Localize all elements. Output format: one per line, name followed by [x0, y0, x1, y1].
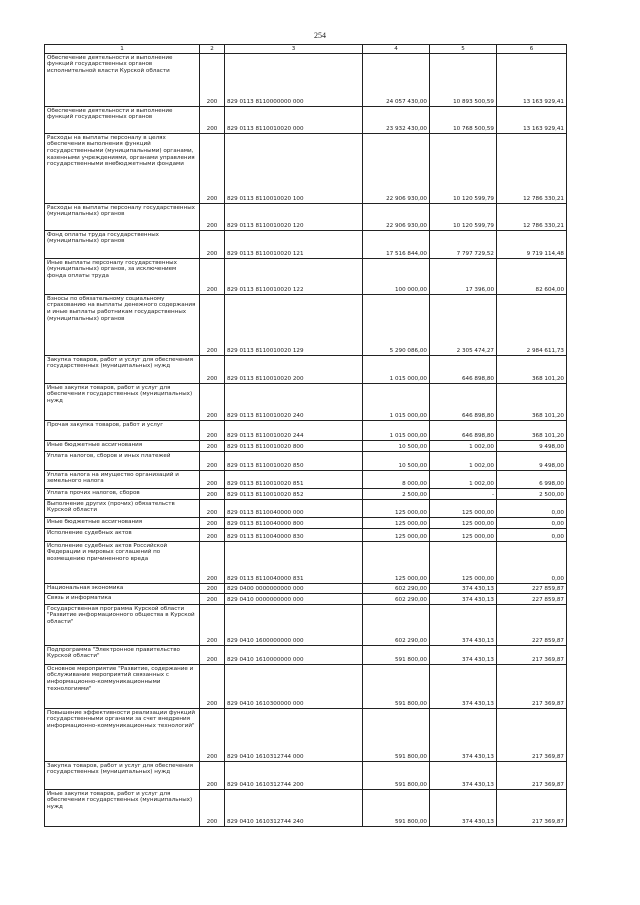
row-executed-amount-cell: 1 002,00 [430, 441, 497, 452]
table-row [45, 259, 567, 295]
table-row [45, 452, 567, 471]
table-row [45, 204, 567, 231]
row-name-cell: Подпрограмма "Электронное правительство Курской области" [45, 646, 200, 665]
row-remaining-amount-cell: 227 859,87 [497, 594, 567, 605]
table-row [45, 54, 567, 107]
table-row [45, 107, 567, 134]
row-code-cell: 200 [200, 295, 225, 356]
table-row [45, 762, 567, 790]
header-col-5: 5 [430, 45, 497, 54]
row-code-cell: 200 [200, 471, 225, 489]
row-classification-cell: 829 0113 8110040000 000 [225, 500, 363, 518]
row-remaining-amount-cell: 12 786 330,21 [497, 134, 567, 204]
row-name-cell: Иные закупки товаров, работ и услуг для обеспечения государственных (муниципальных) нужд [45, 384, 200, 421]
row-code-cell: 200 [200, 529, 225, 542]
row-approved-amount-cell: 602 290,00 [363, 605, 430, 646]
row-executed-amount-cell: 125 000,00 [430, 518, 497, 529]
row-code-cell: 200 [200, 452, 225, 471]
table-row [45, 709, 567, 762]
row-executed-amount-cell: 10 120 599,79 [430, 204, 497, 231]
row-remaining-amount-cell: 227 859,87 [497, 605, 567, 646]
row-code-cell: 200 [200, 646, 225, 665]
row-remaining-amount-cell: 0,00 [497, 500, 567, 518]
row-approved-amount-cell: 22 906 930,00 [363, 204, 430, 231]
row-remaining-amount-cell: 13 163 929,41 [497, 54, 567, 107]
row-executed-amount-cell: 125 000,00 [430, 542, 497, 584]
row-classification-cell: 829 0113 8110010020 852 [225, 489, 363, 500]
row-remaining-amount-cell: 82 604,00 [497, 259, 567, 295]
row-executed-amount-cell: 7 797 729,52 [430, 231, 497, 259]
table-row [45, 594, 567, 605]
row-approved-amount-cell: 100 000,00 [363, 259, 430, 295]
row-remaining-amount-cell: 217 369,87 [497, 646, 567, 665]
budget-table-body [45, 54, 567, 827]
row-classification-cell: 829 0113 8110010020 120 [225, 204, 363, 231]
budget-table [44, 44, 567, 827]
row-code-cell: 200 [200, 134, 225, 204]
row-executed-amount-cell: 10 120 599,79 [430, 134, 497, 204]
row-code-cell: 200 [200, 762, 225, 790]
table-row [45, 529, 567, 542]
row-code-cell: 200 [200, 231, 225, 259]
row-classification-cell: 829 0113 8110010020 200 [225, 356, 363, 384]
row-approved-amount-cell: 1 015 000,00 [363, 421, 430, 441]
row-executed-amount-cell: 374 430,13 [430, 709, 497, 762]
row-executed-amount-cell: 374 430,13 [430, 665, 497, 709]
row-remaining-amount-cell: 0,00 [497, 529, 567, 542]
header-col-4: 4 [363, 45, 430, 54]
row-name-cell: Повышение эффективности реализации функций государственными органами за счет внедрения информационно-коммуникационных технологий" [45, 709, 200, 762]
row-remaining-amount-cell: 12 786 330,21 [497, 204, 567, 231]
header-row [45, 45, 567, 54]
row-name-cell: Обеспечение деятельности и выполнение функций государственных органов [45, 107, 200, 134]
row-executed-amount-cell: 374 430,13 [430, 584, 497, 594]
row-name-cell: Иные выплаты персоналу государственных (муниципальных) органов, за исключением фонда оплаты труда [45, 259, 200, 295]
row-approved-amount-cell: 125 000,00 [363, 529, 430, 542]
row-remaining-amount-cell: 13 163 929,41 [497, 107, 567, 134]
budget-sheet [44, 44, 566, 827]
table-row [45, 605, 567, 646]
row-name-cell: Взносы по обязательному социальному страхованию на выплаты денежного содержания и иные выплаты работникам государственных (муниципальных) органов [45, 295, 200, 356]
row-name-cell: Расходы на выплаты персоналу в целях обеспечения выполнения функций государственными (муниципальными) органами, казенными учреждениями, органами управления государственными внебюджетными фондами [45, 134, 200, 204]
row-name-cell: Основное мероприятие "Развитие, содержание и обслуживание мероприятий связанных с информационно-коммуникационными технологиями" [45, 665, 200, 709]
row-code-cell: 200 [200, 709, 225, 762]
row-classification-cell: 829 0113 8110040000 800 [225, 518, 363, 529]
header-col-6: 6 [497, 45, 567, 54]
row-code-cell: 200 [200, 605, 225, 646]
row-approved-amount-cell: 10 500,00 [363, 441, 430, 452]
row-approved-amount-cell: 5 290 086,00 [363, 295, 430, 356]
row-code-cell: 200 [200, 665, 225, 709]
row-remaining-amount-cell: 2 500,00 [497, 489, 567, 500]
row-executed-amount-cell: 374 430,13 [430, 646, 497, 665]
row-remaining-amount-cell: 9 719 114,48 [497, 231, 567, 259]
row-code-cell: 200 [200, 259, 225, 295]
row-name-cell: Уплата прочих налогов, сборов [45, 489, 200, 500]
row-classification-cell: 829 0113 8110010020 850 [225, 452, 363, 471]
row-code-cell: 200 [200, 542, 225, 584]
row-classification-cell: 829 0113 8110010020 000 [225, 107, 363, 134]
table-row [45, 500, 567, 518]
row-classification-cell: 829 0113 8110000000 000 [225, 54, 363, 107]
row-executed-amount-cell: 2 305 474,27 [430, 295, 497, 356]
row-remaining-amount-cell: 2 984 611,73 [497, 295, 567, 356]
row-approved-amount-cell: 17 516 844,00 [363, 231, 430, 259]
row-code-cell: 200 [200, 421, 225, 441]
row-name-cell: Уплата налога на имущество организаций и земельного налога [45, 471, 200, 489]
row-classification-cell: 829 0410 0000000000 000 [225, 594, 363, 605]
row-classification-cell: 829 0113 8110010020 800 [225, 441, 363, 452]
table-row [45, 356, 567, 384]
row-executed-amount-cell: 646 898,80 [430, 356, 497, 384]
row-name-cell: Государственная программа Курской области "Развитие информационного общества в Курской области" [45, 605, 200, 646]
header-col-1: 1 [45, 45, 200, 54]
row-name-cell: Фонд оплаты труда государственных (муниципальных) органов [45, 231, 200, 259]
row-name-cell: Исполнение судебных актов Российской Федерации и мировых соглашений по возмещению причиненного вреда [45, 542, 200, 584]
table-row [45, 489, 567, 500]
row-executed-amount-cell: 374 430,13 [430, 790, 497, 827]
table-row [45, 518, 567, 529]
row-code-cell: 200 [200, 54, 225, 107]
row-classification-cell: 829 0113 8110040000 831 [225, 542, 363, 584]
row-code-cell: 200 [200, 107, 225, 134]
row-executed-amount-cell: 374 430,13 [430, 594, 497, 605]
row-executed-amount-cell: 374 430,13 [430, 762, 497, 790]
table-row [45, 471, 567, 489]
row-executed-amount-cell: 10 768 500,59 [430, 107, 497, 134]
row-approved-amount-cell: 591 800,00 [363, 665, 430, 709]
row-code-cell: 200 [200, 790, 225, 827]
row-remaining-amount-cell: 0,00 [497, 542, 567, 584]
table-row [45, 542, 567, 584]
table-row [45, 295, 567, 356]
row-executed-amount-cell: 1 002,00 [430, 471, 497, 489]
row-name-cell: Закупка товаров, работ и услуг для обеспечения государственных (муниципальных) нужд [45, 356, 200, 384]
table-row [45, 134, 567, 204]
row-remaining-amount-cell: 0,00 [497, 518, 567, 529]
row-classification-cell: 829 0113 8110010020 122 [225, 259, 363, 295]
table-row [45, 665, 567, 709]
row-name-cell: Уплата налогов, сборов и иных платежей [45, 452, 200, 471]
row-approved-amount-cell: 602 290,00 [363, 584, 430, 594]
table-row [45, 421, 567, 441]
table-row [45, 646, 567, 665]
row-code-cell: 200 [200, 584, 225, 594]
row-classification-cell: 829 0113 8110040000 830 [225, 529, 363, 542]
row-remaining-amount-cell: 368 101,20 [497, 356, 567, 384]
row-classification-cell: 829 0113 8110010020 129 [225, 295, 363, 356]
row-code-cell: 200 [200, 500, 225, 518]
row-executed-amount-cell: 646 898,80 [430, 421, 497, 441]
row-executed-amount-cell: 17 396,00 [430, 259, 497, 295]
table-row [45, 790, 567, 827]
row-approved-amount-cell: 591 800,00 [363, 762, 430, 790]
row-classification-cell: 829 0113 8110010020 100 [225, 134, 363, 204]
row-approved-amount-cell: 591 800,00 [363, 646, 430, 665]
row-code-cell: 200 [200, 594, 225, 605]
row-executed-amount-cell: 374 430,13 [430, 605, 497, 646]
row-executed-amount-cell: 125 000,00 [430, 500, 497, 518]
row-code-cell: 200 [200, 441, 225, 452]
row-approved-amount-cell: 125 000,00 [363, 542, 430, 584]
row-classification-cell: 829 0113 8110010020 240 [225, 384, 363, 421]
row-name-cell: Выполнение других (прочих) обязательств Курской области [45, 500, 200, 518]
row-approved-amount-cell: 2 500,00 [363, 489, 430, 500]
row-classification-cell: 829 0410 1610312744 000 [225, 709, 363, 762]
row-approved-amount-cell: 8 000,00 [363, 471, 430, 489]
row-approved-amount-cell: 24 057 430,00 [363, 54, 430, 107]
row-classification-cell: 829 0113 8110010020 244 [225, 421, 363, 441]
row-classification-cell: 829 0400 0000000000 000 [225, 584, 363, 594]
row-executed-amount-cell: 1 002,00 [430, 452, 497, 471]
row-executed-amount-cell: - [430, 489, 497, 500]
row-code-cell: 200 [200, 356, 225, 384]
row-code-cell: 200 [200, 204, 225, 231]
row-remaining-amount-cell: 368 101,20 [497, 421, 567, 441]
row-approved-amount-cell: 591 800,00 [363, 709, 430, 762]
header-col-2: 2 [200, 45, 225, 54]
row-remaining-amount-cell: 217 369,87 [497, 665, 567, 709]
row-classification-cell: 829 0410 1610000000 000 [225, 646, 363, 665]
row-executed-amount-cell: 125 000,00 [430, 529, 497, 542]
row-classification-cell: 829 0410 1610300000 000 [225, 665, 363, 709]
row-remaining-amount-cell: 9 498,00 [497, 441, 567, 452]
header-col-3: 3 [225, 45, 363, 54]
row-name-cell: Расходы на выплаты персоналу государственных (муниципальных) органов [45, 204, 200, 231]
row-approved-amount-cell: 602 290,00 [363, 594, 430, 605]
row-name-cell: Национальная экономика [45, 584, 200, 594]
row-name-cell: Иные закупки товаров, работ и услуг для обеспечения государственных (муниципальных) нужд [45, 790, 200, 827]
row-classification-cell: 829 0410 1610312744 240 [225, 790, 363, 827]
row-remaining-amount-cell: 217 369,87 [497, 709, 567, 762]
row-remaining-amount-cell: 217 369,87 [497, 790, 567, 827]
row-approved-amount-cell: 22 906 930,00 [363, 134, 430, 204]
row-approved-amount-cell: 125 000,00 [363, 500, 430, 518]
row-name-cell: Связь и информатика [45, 594, 200, 605]
table-row [45, 384, 567, 421]
row-approved-amount-cell: 125 000,00 [363, 518, 430, 529]
table-row [45, 231, 567, 259]
row-approved-amount-cell: 23 932 430,00 [363, 107, 430, 134]
row-remaining-amount-cell: 217 369,87 [497, 762, 567, 790]
row-classification-cell: 829 0410 1610312744 200 [225, 762, 363, 790]
row-code-cell: 200 [200, 518, 225, 529]
row-name-cell: Закупка товаров, работ и услуг для обеспечения государственных (муниципальных) нужд [45, 762, 200, 790]
row-name-cell: Иные бюджетные ассигнования [45, 441, 200, 452]
row-name-cell: Исполнение судебных актов [45, 529, 200, 542]
row-classification-cell: 829 0410 1600000000 000 [225, 605, 363, 646]
row-name-cell: Прочая закупка товаров, работ и услуг [45, 421, 200, 441]
row-remaining-amount-cell: 6 998,00 [497, 471, 567, 489]
row-code-cell: 200 [200, 384, 225, 421]
row-executed-amount-cell: 646 898,80 [430, 384, 497, 421]
row-remaining-amount-cell: 368 101,20 [497, 384, 567, 421]
page-number: 254 [314, 31, 326, 40]
row-approved-amount-cell: 1 015 000,00 [363, 356, 430, 384]
row-classification-cell: 829 0113 8110010020 851 [225, 471, 363, 489]
row-executed-amount-cell: 10 893 500,59 [430, 54, 497, 107]
row-remaining-amount-cell: 9 498,00 [497, 452, 567, 471]
row-approved-amount-cell: 591 800,00 [363, 790, 430, 827]
row-classification-cell: 829 0113 8110010020 121 [225, 231, 363, 259]
row-approved-amount-cell: 1 015 000,00 [363, 384, 430, 421]
row-remaining-amount-cell: 227 859,87 [497, 584, 567, 594]
row-approved-amount-cell: 10 500,00 [363, 452, 430, 471]
table-row [45, 584, 567, 594]
row-name-cell: Иные бюджетные ассигнования [45, 518, 200, 529]
row-code-cell: 200 [200, 489, 225, 500]
table-row [45, 441, 567, 452]
row-name-cell: Обеспечение деятельности и выполнение функций государственных органов исполнительной власти Курской области [45, 54, 200, 107]
